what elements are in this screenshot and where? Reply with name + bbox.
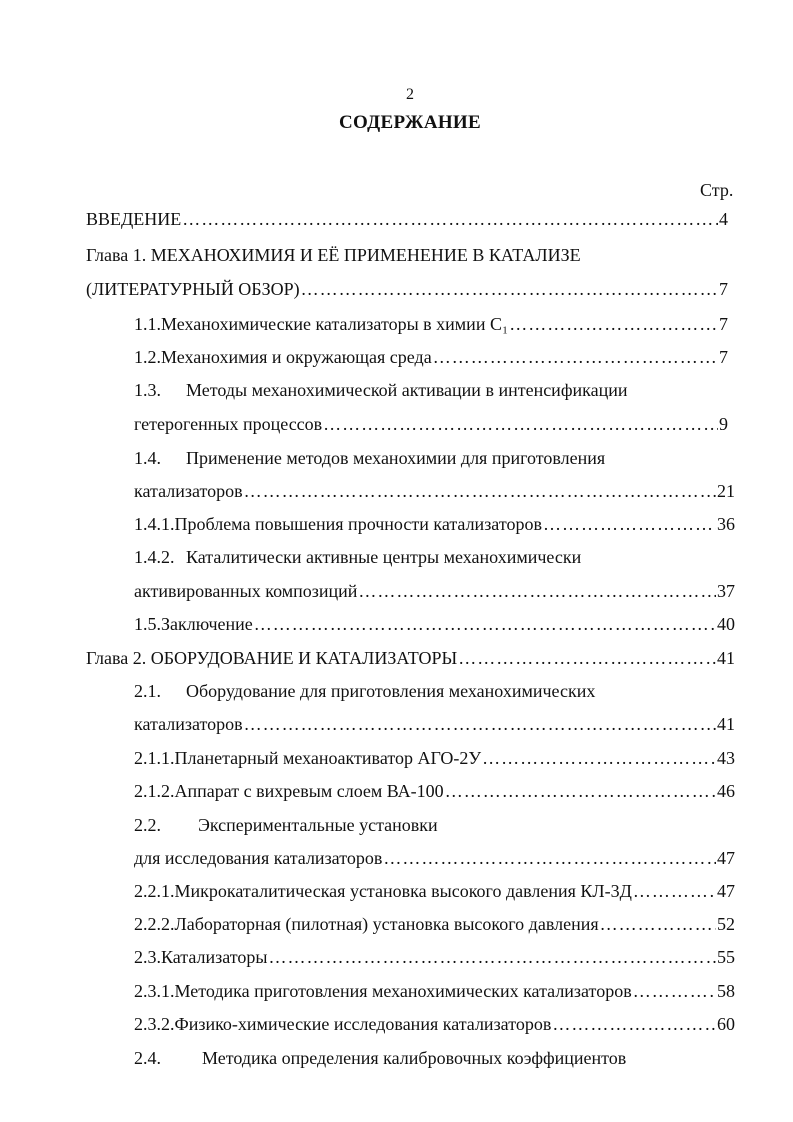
toc-entry-text: (ЛИТЕРАТУРНЫЙ ОБЗОР): [86, 279, 300, 299]
toc-entry-number: 2.3.1.: [134, 981, 175, 1001]
toc-leader: [633, 981, 716, 1002]
toc-entry-page: 55: [717, 947, 735, 967]
toc-entry-number: 2.2.1.: [134, 881, 175, 901]
toc-entry-1-4-1: [134, 514, 735, 540]
toc-entry-page: 52: [717, 914, 735, 934]
toc-entry-page: 7: [719, 347, 728, 367]
toc-entry-page: 40: [717, 614, 735, 634]
toc-leader: [301, 279, 718, 300]
toc-entry-page: 47: [717, 881, 735, 901]
toc-entry-page: 7: [719, 314, 728, 334]
toc-entry-chapter-2: [86, 648, 735, 674]
toc-entry-number: 1.5.: [134, 614, 161, 634]
toc-leader: [269, 947, 717, 968]
toc-entry-chapter-1-line-1: [86, 245, 728, 271]
toc-leader: [182, 209, 718, 230]
toc-entry-2-2-line-1: [134, 815, 735, 841]
toc-entry-text: Планетарный механоактиватор АГО-2У: [174, 748, 482, 768]
toc-entry-text: Механохимия и окружающая среда: [161, 347, 432, 367]
toc-entry-2-4: [134, 1048, 735, 1074]
toc-entry-page: 21: [717, 481, 735, 501]
toc-entry-2-2: [134, 848, 735, 874]
toc-entry-text: Механохимические катализаторы в химии С₁: [161, 314, 509, 334]
page-number: 2: [406, 86, 414, 103]
toc-entry-number: 1.4.2.: [134, 547, 175, 567]
toc-entry-text: Катализаторы: [161, 947, 268, 967]
toc-entry-page: 41: [717, 714, 735, 734]
toc-entry-text: активированных композиций: [134, 581, 358, 601]
toc-entry-number: 2.4.: [134, 1048, 161, 1068]
page-title: СОДЕРЖАНИЕ: [339, 112, 481, 133]
toc-entry-2-1-2: [134, 781, 735, 807]
toc-entry-number: 2.3.2.: [134, 1014, 175, 1034]
toc-leader: [445, 781, 716, 802]
toc-entry-number: 2.1.1.: [134, 748, 175, 768]
toc-entry-number: 2.1.: [134, 681, 161, 701]
toc-entry-1-2: [134, 347, 728, 373]
toc-entry-text: гетерогенных процессов: [134, 414, 323, 434]
toc-entry-text: катализаторов: [134, 714, 243, 734]
toc-leader: [358, 581, 716, 602]
toc-leader: [543, 514, 716, 535]
toc-entry-1-4: [134, 481, 735, 507]
toc-entry-text: для исследования катализаторов: [134, 848, 383, 868]
toc-entry-page: 41: [717, 648, 735, 668]
toc-entry-intro: [86, 209, 728, 235]
toc-entry-page: 37: [717, 581, 735, 601]
toc-entry-number: 2.2.: [134, 815, 161, 835]
toc-entry-text: Оборудование для приготовления механохимических: [186, 681, 596, 701]
toc-leader: [254, 614, 716, 635]
toc-entry-2-2-1: [134, 881, 735, 907]
toc-entry-text: Методы механохимической активации в интенсификации: [186, 380, 628, 400]
toc-entry-number: 1.1.: [134, 314, 161, 334]
toc-leader: [383, 848, 716, 869]
toc-entry-text: Методика определения калибровочных коэффициентов: [202, 1048, 627, 1068]
toc-leader: [633, 881, 716, 902]
toc-entry-number: 1.2.: [134, 347, 161, 367]
toc-entry-1-3-line-1: [134, 380, 728, 406]
toc-entry-chapter-1: [86, 279, 728, 305]
toc-entry-text: Методика приготовления механохимических катализаторов: [174, 981, 632, 1001]
toc-entry-text: Применение методов механохимии для приготовления: [186, 448, 606, 468]
toc-entry-number: 2.2.2.: [134, 914, 175, 934]
toc-entry-text: Лабораторная (пилотная) установка высокого давления: [174, 914, 599, 934]
toc-entry-text: Глава 2. ОБОРУДОВАНИЕ И КАТАЛИЗАТОРЫ: [86, 648, 458, 668]
toc-entry-text: Экспериментальные установки: [198, 815, 438, 835]
toc-entry-2-3-2: [134, 1014, 735, 1040]
toc-entry-2-3-1: [134, 981, 735, 1007]
toc-entry-2-1-line-1: [134, 681, 735, 707]
toc-entry-page: 36: [717, 514, 735, 534]
toc-entry-1-3: [134, 414, 728, 440]
toc-entry-number: 2.1.2.: [134, 781, 175, 801]
toc-entry-text: Аппарат с вихревым слоем ВА-100: [174, 781, 444, 801]
toc-entry-1-4-line-1: [134, 448, 728, 474]
toc-entry-text: Проблема повышения прочности катализаторов: [174, 514, 542, 534]
toc-entry-page: 43: [717, 748, 735, 768]
toc-entry-text: Микрокаталитическая установка высокого давления КЛ-3Д: [174, 881, 632, 901]
toc-entry-number: 1.4.1.: [134, 514, 175, 534]
toc-leader: [433, 347, 718, 368]
toc-leader: [600, 914, 716, 935]
toc-entry-2-2-2: [134, 914, 735, 940]
toc-entry-page: 7: [719, 279, 728, 299]
toc-entry-text: Заключение: [161, 614, 253, 634]
toc-entry-text: Каталитически активные центры механохимически: [186, 547, 582, 567]
toc-leader: [244, 481, 716, 502]
toc-entry-2-1-1: [134, 748, 735, 774]
toc-entry-text: Глава 1. МЕХАНОХИМИЯ И ЕЁ ПРИМЕНЕНИЕ В КАТАЛИЗЕ: [86, 245, 581, 265]
toc-entry-number: 2.3.: [134, 947, 161, 967]
toc-entry-1-4-2: [134, 581, 735, 607]
toc-entry-page: 4: [719, 209, 728, 229]
toc-entry-number: 1.3.: [134, 380, 161, 400]
toc-leader: [552, 1014, 716, 1035]
toc-entry-1-1: [134, 314, 728, 340]
toc-entry-page: 9: [719, 414, 728, 434]
toc-leader: [482, 748, 716, 769]
toc-entry-2-1: [134, 714, 735, 740]
toc-entry-page: 47: [717, 848, 735, 868]
toc-leader: [244, 714, 716, 735]
toc-entry-text: катализаторов: [134, 481, 243, 501]
toc-entry-page: 58: [717, 981, 735, 1001]
page-column-label: Стр.: [700, 180, 734, 200]
toc-leader: [509, 314, 718, 335]
toc-entry-2-3: [134, 947, 735, 973]
toc-entry-text: Физико-химические исследования катализаторов: [174, 1014, 552, 1034]
toc-entry-number: 1.4.: [134, 448, 161, 468]
toc-entry-1-4-2-line-1: [134, 547, 735, 573]
toc-leader: [323, 414, 718, 435]
toc-entry-1-5: [134, 614, 735, 640]
toc-leader: [458, 648, 716, 669]
toc-entry-page: 46: [717, 781, 735, 801]
toc-entry-text: ВВЕДЕНИЕ: [86, 209, 182, 229]
toc-entry-page: 60: [717, 1014, 735, 1034]
